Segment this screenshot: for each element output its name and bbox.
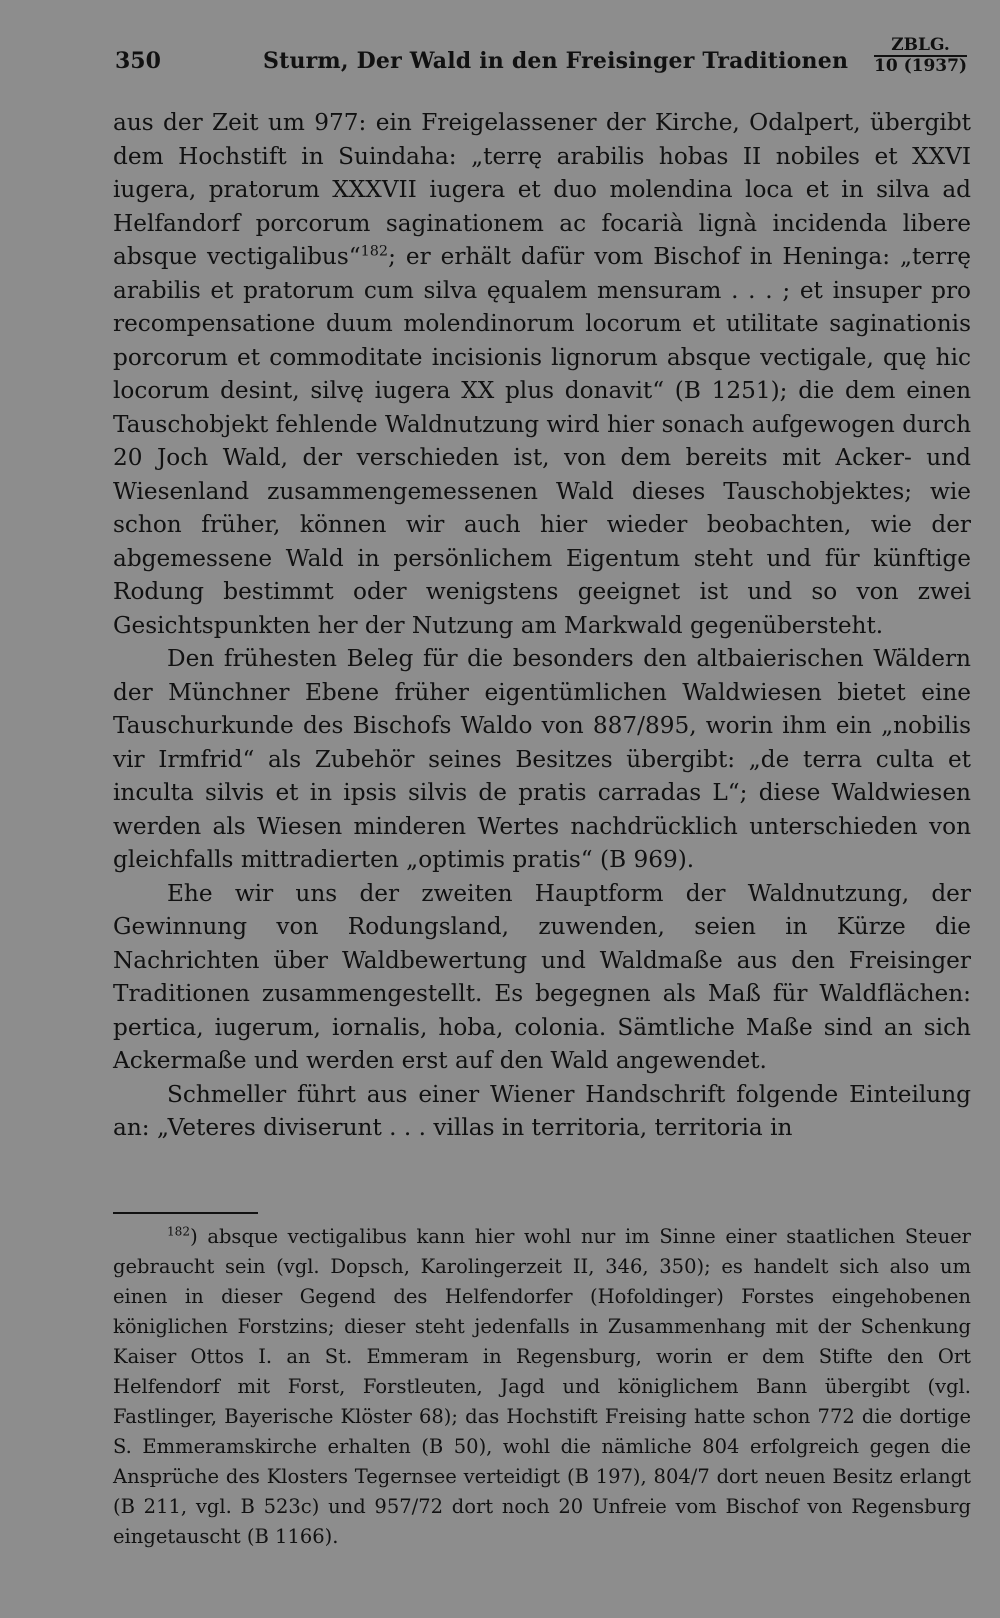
- journal-volume: 10 (1937): [874, 56, 967, 76]
- journal-abbreviation: ZBLG.: [874, 36, 967, 57]
- footnote-reference: 182: [360, 243, 389, 260]
- footnote-text: ) absque vectigalibus kann hier wohl nur im Sinne einer staatlichen Steuer gebraucht sein (vgl. Dopsch, Karolingerzeit II, 346, 350); es handelt sich also um einen in dieser Gegend des Helfendorfer (Hofoldinger) Forstes eingehobenen königlichen Forstzins; dieser steht jedenfalls in Zusammenhang mit der Schenkung Kaiser Ottos I. an St. Emmeram in Regensburg, worin er dem Stifte den Ort Helfendorf mit Forst, Forstleuten, Jagd und königlichem Bann übergibt (vgl. Fastlinger, Bayerische Klöster 68); das Hochstift Freising hatte schon 772 die dortige S. Emmeramskirche erhalten (B 50), wohl die nämliche 804 erfolgreich gegen die Ansprüche des Klosters Tegernsee verteidigt (B 197), 804/7 dort neuen Besitz erlangt (B 211, vgl. B 523c) und 957/72 dort noch 20 Unfreie vom Bischof von Regensburg eingetauscht (B 1166).: [113, 1225, 971, 1548]
- paragraph-text: aus der Zeit um 977: ein Freigelassener der Kirche, Odalpert, übergibt dem Hochstift in Suindaha: „terrę arabilis hobas II nobiles et XXVI iugera, pratorum XXXVII iugera et duo molendina loca et in silva ad Helfandorf porcorum saginationem ac focarià lignà incidenda libere absque vectigalibus“: [113, 109, 971, 270]
- paragraph: [113, 106, 971, 642]
- page-header: [115, 35, 975, 88]
- footnote-divider: [113, 1212, 258, 1214]
- paragraph: Den frühesten Beleg für die besonders den altbaierischen Wäldern der Münchner Ebene früher eigentümlichen Waldwiesen bietet eine Tauschurkunde des Bischofs Waldo von 887/895, worin ihm ein „nobilis vir Irmfrid“ als Zubehör seines Besitzes übergibt: „de terra culta et inculta silvis et in ipsis silvis de pratis carradas L“; diese Waldwiesen werden als Wiesen minderen Wertes nachdrücklich unterschieden von gleichfalls mittradierten „optimis pratis“ (B 969).: [113, 645, 971, 873]
- paragraph: Ehe wir uns der zweiten Hauptform der Waldnutzung, der Gewinnung von Rodungsland, zuwenden, seien in Kürze die Nachrichten über Waldbewertung und Waldmaße aus den Freisinger Traditionen zusammengestellt. Es begegnen als Maß für Waldflächen: pertica, iugerum, iornalis, hoba, colonia. Sämtliche Maße sind an sich Ackermaße und werden erst auf den Wald angewendet.: [113, 879, 971, 1074]
- paragraph-text-continued: ; er erhält dafür vom Bischof in Heninga: „terrę arabilis et pratorum cum silva ęqualem mensuram . . . ; et insuper pro recompensatione duum molendinorum locorum et utilitate saginationis porcorum et commoditate incisionis lignorum absque vectigale, quę hic locorum desint, silvę iugera XX plus donavit“ (B 1251); die dem einen Tauschobjekt fehlende Waldnutzung wird hier sonach aufgewogen durch 20 Joch Wald, der verschieden ist, von dem bereits mit Acker- und Wiesenland zusammengemessenen Wald dieses Tauschobjektes; wie schon früher, können wir auch hier wieder beobachten, wie der abgemessene Wald in persönlichem Eigentum steht und für künftige Rodung bestimmt oder wenigstens geeignet ist und so von zwei Gesichtspunkten her der Nutzung am Markwald gegenübersteht.: [113, 243, 971, 639]
- footnote-number: 182: [167, 1224, 191, 1239]
- running-title: Sturm, Der Wald in den Freisinger Traditionen: [263, 48, 849, 74]
- journal-reference: [874, 36, 967, 75]
- footnote-paragraph: [113, 1222, 971, 1552]
- main-text: [113, 106, 971, 1145]
- footnote: [113, 1222, 971, 1552]
- page-number: 350: [115, 48, 161, 74]
- paragraph: Schmeller führt aus einer Wiener Handschrift folgende Einteilung an: „Veteres diviserunt . . . villas in territoria, territoria in: [113, 1080, 971, 1141]
